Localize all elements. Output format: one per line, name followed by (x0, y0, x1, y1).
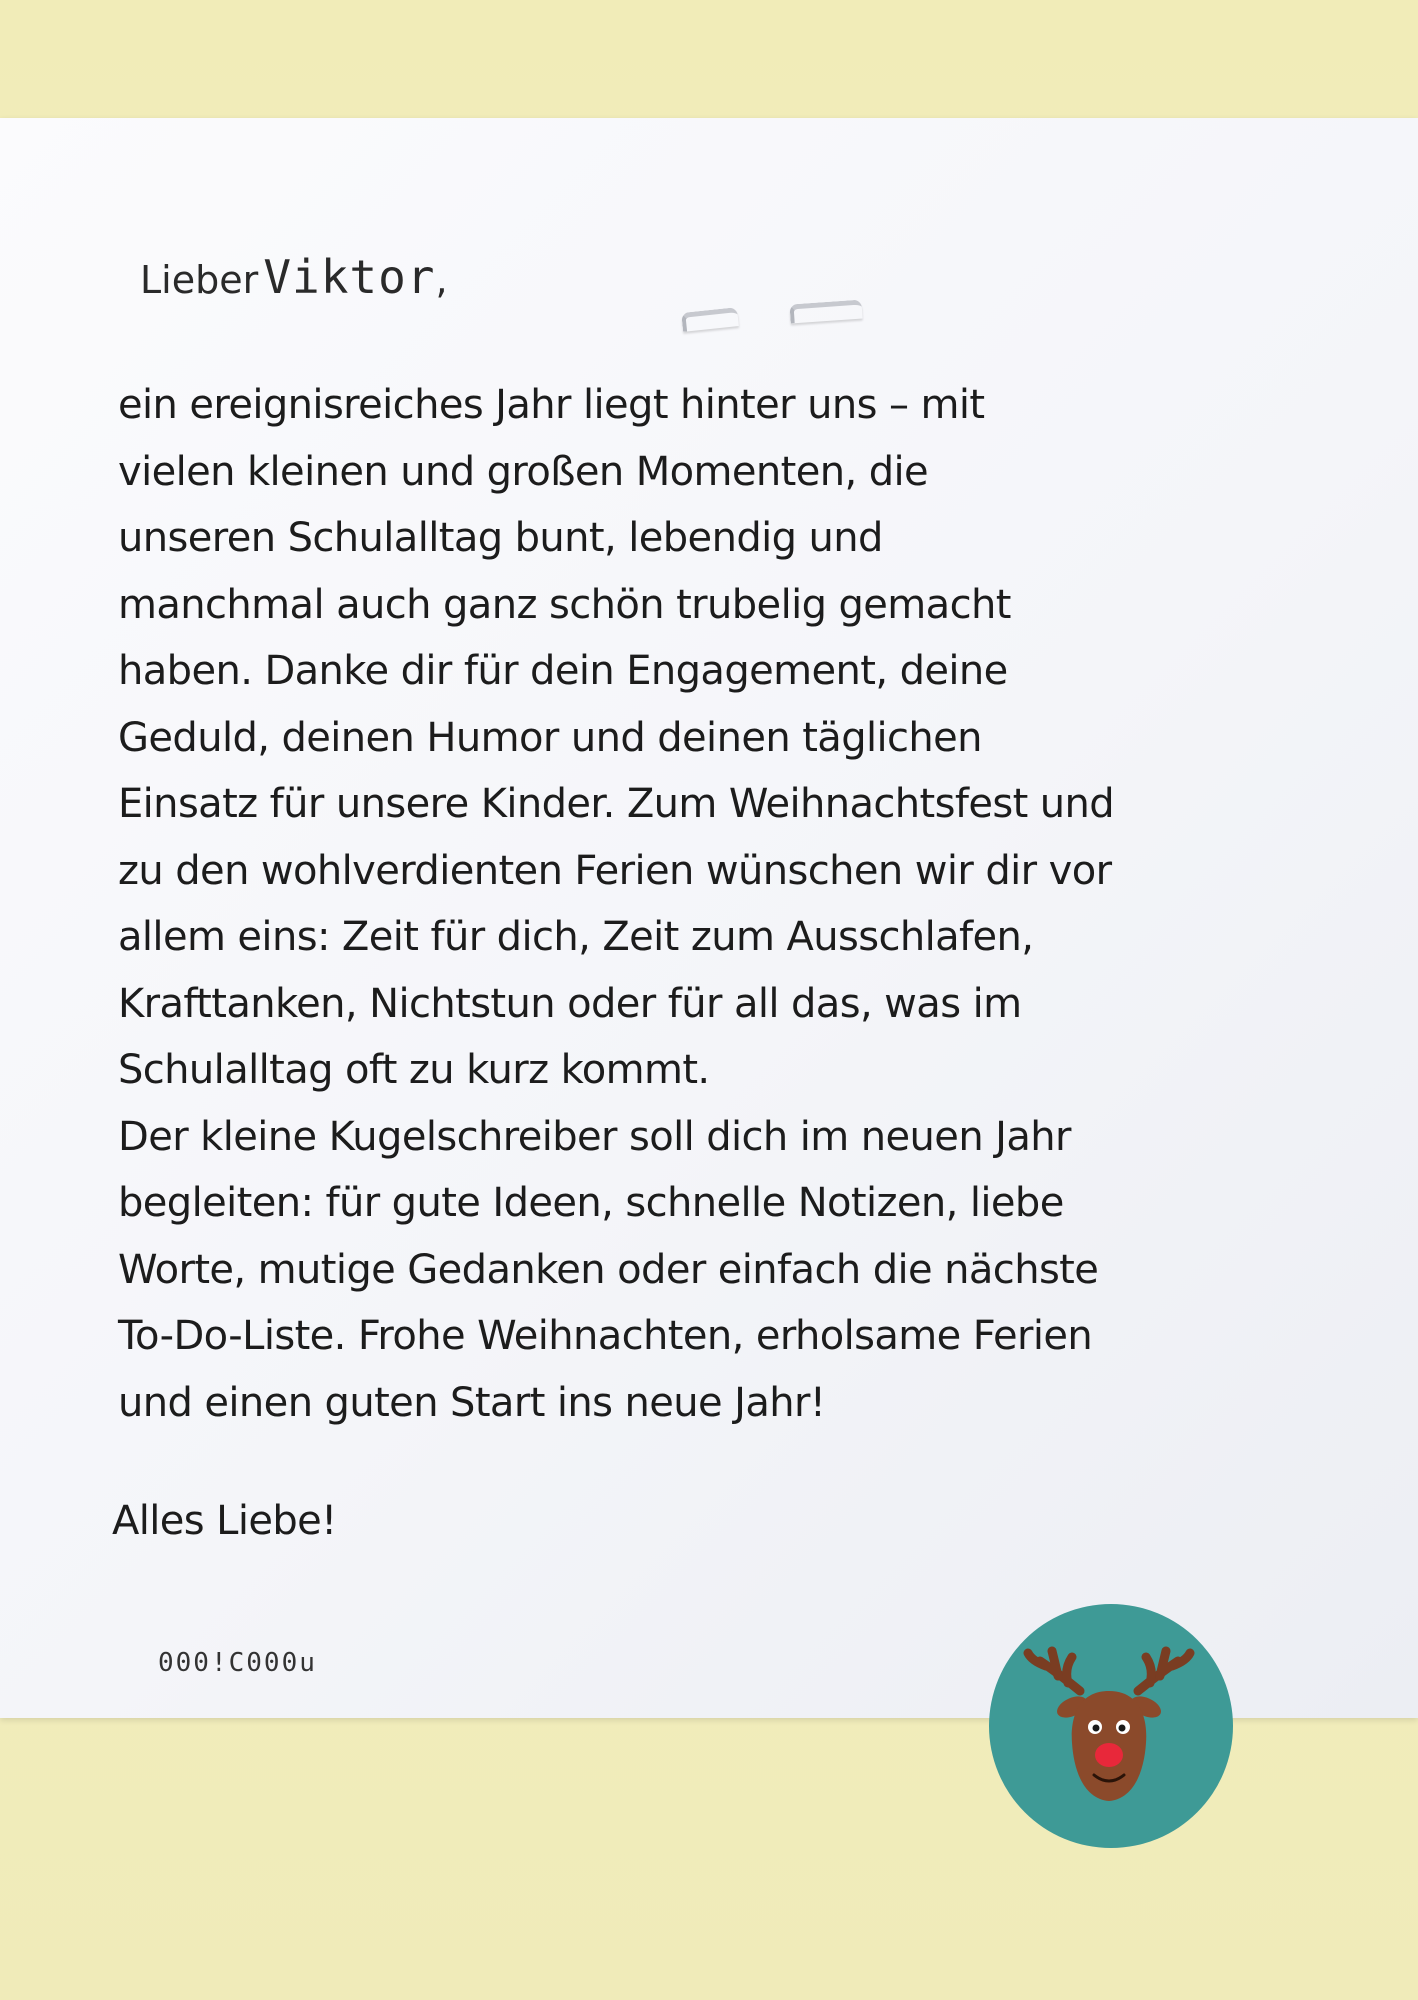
body-line: To-Do-Liste. Frohe Weihnachten, erholsame Ferien (118, 1313, 1093, 1359)
greeting (140, 250, 448, 304)
body-line: Einsatz für unsere Kinder. Zum Weihnachtsfest und (118, 781, 1115, 827)
body-line: zu den wohlverdienten Ferien wünschen wir dir vor (118, 847, 1112, 894)
letter-body (118, 372, 1268, 1436)
body-line: begleiten: für gute Ideen, schnelle Notizen, liebe (118, 1180, 1064, 1226)
pupil-left (1093, 1725, 1100, 1732)
pupil-right (1119, 1725, 1126, 1732)
body-line: und einen guten Start ins neue Jahr! (118, 1379, 826, 1426)
body-line: vielen kleinen und großen Momenten, die (118, 448, 929, 495)
closing-text: Alles Liebe! (112, 1498, 337, 1544)
reindeer-sticker-svg (988, 1603, 1234, 1849)
body-line: Worte, mutige Gedanken oder einfach die nächste (118, 1246, 1099, 1293)
body-line: Schulalltag oft zu kurz kommt. (118, 1047, 710, 1093)
body-line: ein ereignisreiches Jahr liegt hinter uns – mit (118, 382, 985, 428)
body-line: Geduld, deinen Humor und deinen täglichen (118, 714, 982, 761)
recipient-name: Viktor (263, 250, 436, 304)
body-line: haben. Danke dir für dein Engagement, deine (118, 648, 1008, 694)
body-line: manchmal auch ganz schön trubelig gemacht (118, 581, 1011, 628)
body-line: Der kleine Kugelschreiber soll dich im neuen Jahr (118, 1113, 1071, 1160)
body-line: Krafttanken, Nichtstun oder für all das, was im (118, 980, 1022, 1027)
greeting-salutation: Lieber (140, 258, 259, 302)
body-line: unseren Schulalltag bunt, lebendig und (118, 515, 883, 561)
reindeer-nose (1095, 1743, 1123, 1767)
body-line: allem eins: Zeit für dich, Zeit zum Ausschlafen, (118, 914, 1034, 960)
reindeer-sticker-icon (988, 1603, 1234, 1849)
print-code: 000!C000u (158, 1648, 317, 1678)
greeting-comma: , (435, 258, 448, 302)
